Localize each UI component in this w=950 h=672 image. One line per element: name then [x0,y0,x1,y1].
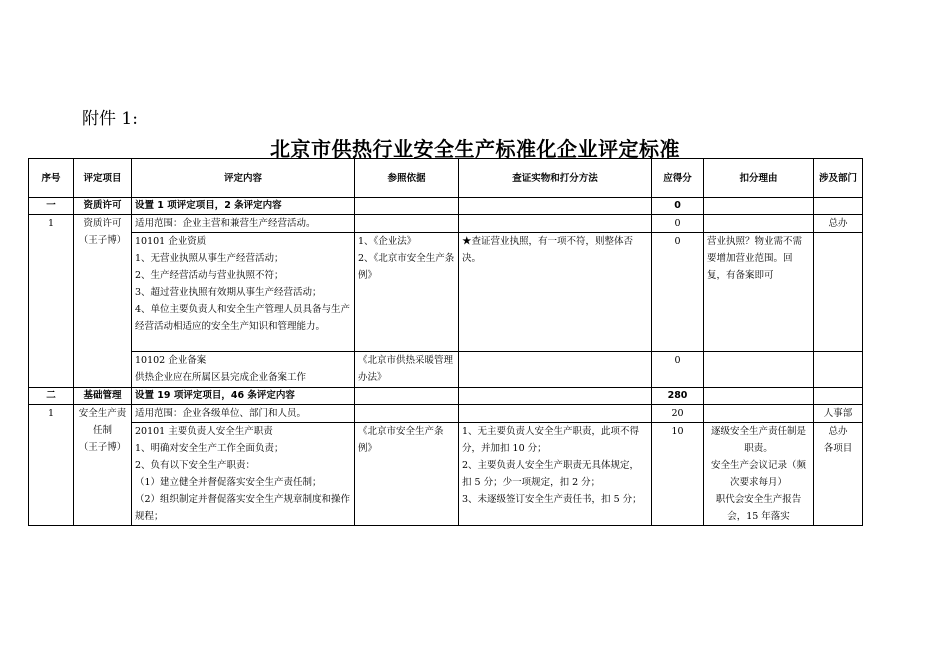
header-score: 应得分 [652,159,704,198]
cell-content: 20101 主要负责人安全生产职责 1、明确对安全生产工作全面负责； 2、负有以下安全生产职责： （1）建立健全并督促落实安全生产责任制； （2）组织制定并督促落实安全生产规章制度和操作规程； [132,423,355,526]
cell-num: 一 [29,198,74,215]
evaluation-table [28,158,863,526]
cell-score: 0 [652,233,704,352]
table-row [29,215,863,233]
header-reason: 扣分理由 [704,159,814,198]
cell-content: 10101 企业资质 1、无营业执照从事生产经营活动； 2、生产经营活动与营业执照不符； 3、超过营业执照有效期从事生产经营活动； 4、单位主要负责人和安全生产管理人员具备与生产经营活动相适应的安全生产知识和管理能力。 [132,233,355,352]
table-header-row [29,159,863,198]
cell-num: 1 [29,405,74,526]
cell-content: 设置 1 项评定项目，2 条评定内容 [132,198,355,215]
cell-dept [814,388,863,405]
cell-reason: 营业执照？物业需不需要增加营业范围。回复，有备案即可 [704,233,814,352]
cell-score: 0 [652,352,704,388]
cell-method [459,198,652,215]
header-ref: 参照依据 [355,159,459,198]
cell-score: 0 [652,198,704,215]
cell-dept [814,198,863,215]
section-row [29,198,863,215]
cell-score: 20 [652,405,704,423]
cell-ref [355,405,459,423]
cell-dept: 人事部 [814,405,863,423]
cell-item: 基础管理 [74,388,132,405]
cell-ref [355,215,459,233]
header-item: 评定项目 [74,159,132,198]
header-dept: 涉及部门 [814,159,863,198]
table-row [29,423,863,526]
section-row [29,388,863,405]
cell-item: 资质许可 [74,198,132,215]
cell-reason [704,405,814,423]
header-content: 评定内容 [132,159,355,198]
cell-num: 二 [29,388,74,405]
cell-method: 1、无主要负责人安全生产职责，此项不得分，并加扣 10 分； 2、主要负责人安全生产职责无具体规定，扣 5 分；少一项规定，扣 2 分； 3、未逐级签订安全生产责任书，扣 5 分； [459,423,652,526]
cell-reason [704,388,814,405]
cell-method [459,388,652,405]
cell-content: 设置 19 项评定项目，46 条评定内容 [132,388,355,405]
cell-reason: 逐级安全生产责任制是职责。 安全生产会议记录（频次要求每月） 职代会安全生产报告会，15 年落实 [704,423,814,526]
document-title: 北京市供热行业安全生产标准化企业评定标准 [270,137,680,161]
cell-reason [704,198,814,215]
cell-dept: 总办 [814,215,863,233]
cell-content: 适用范围：企业主营和兼营生产经营活动。 [132,215,355,233]
cell-ref [355,388,459,405]
header-method: 查证实物和打分方法 [459,159,652,198]
cell-ref: 《北京市供热采暖管理办法》 [355,352,459,388]
table-row [29,405,863,423]
cell-score: 10 [652,423,704,526]
cell-score: 0 [652,215,704,233]
table-row [29,233,863,352]
cell-method [459,215,652,233]
cell-reason [704,352,814,388]
table-row [29,352,863,388]
attachment-label: 附件 1: [82,109,138,129]
cell-ref: 1、《企业法》 2、《北京市安全生产条例》 [355,233,459,352]
cell-dept: 总办 各项目 [814,423,863,526]
cell-num: 1 [29,215,74,388]
cell-method [459,405,652,423]
cell-ref [355,198,459,215]
cell-method: ★查证营业执照，有一项不符，则整体否决。 [459,233,652,352]
cell-item: 安全生产责任制 （王子博） [74,405,132,526]
cell-reason [704,215,814,233]
cell-ref: 《北京市安全生产条例》 [355,423,459,526]
header-num: 序号 [29,159,74,198]
cell-method [459,352,652,388]
cell-dept [814,352,863,388]
cell-item: 资质许可 （王子博） [74,215,132,388]
cell-content: 适用范围：企业各级单位、部门和人员。 [132,405,355,423]
cell-dept [814,233,863,352]
cell-score: 280 [652,388,704,405]
cell-content: 10102 企业备案 供热企业应在所属区县完成企业备案工作 [132,352,355,388]
